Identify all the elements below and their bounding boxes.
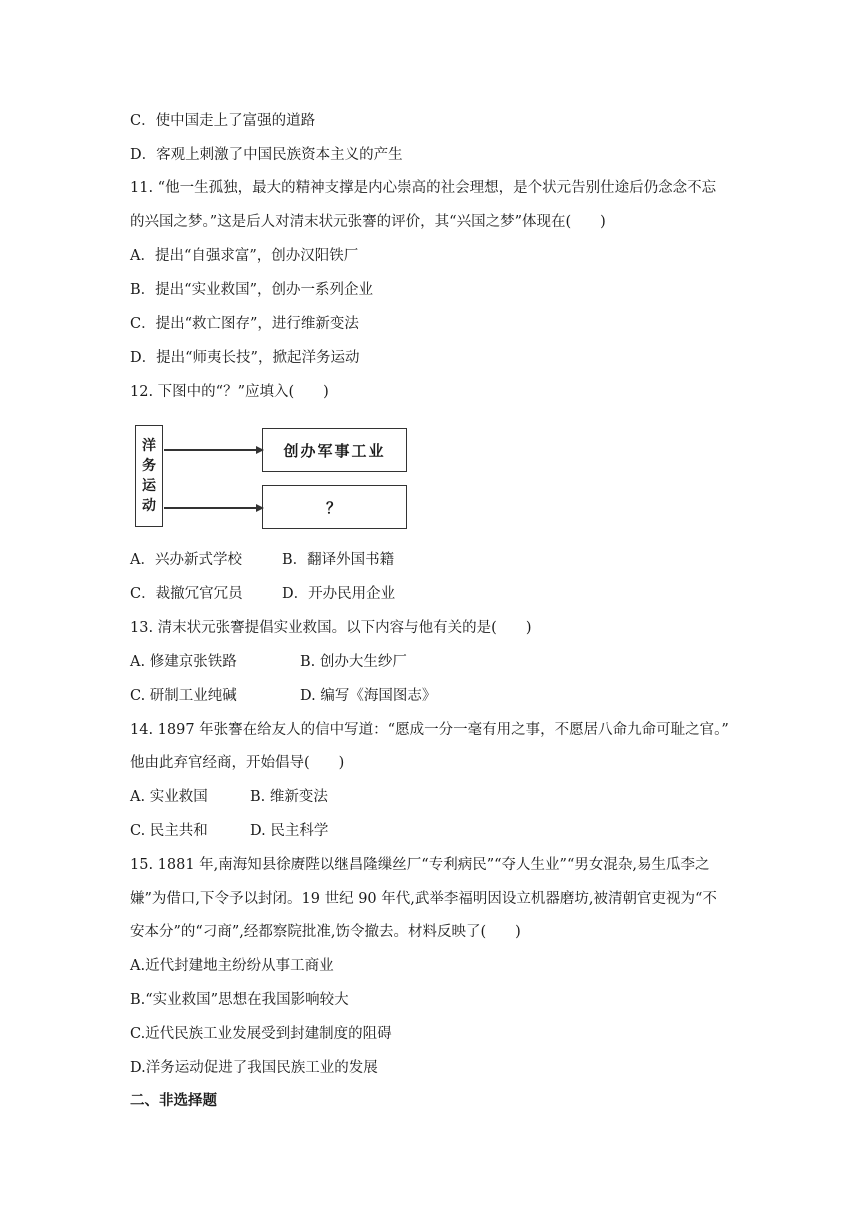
diagram-left-char: 动: [142, 498, 156, 514]
diagram-box-top: 创办军事工业: [262, 428, 407, 472]
q14-option-a: A. 实业救国: [130, 789, 208, 805]
q15-option-a: A.近代封建地主纷纷从事工商业: [130, 958, 334, 974]
section-heading-nonchoice: 二、非选择题: [130, 1092, 217, 1109]
q13-option-b: B. 创办大生纱厂: [300, 654, 407, 670]
q13-stem: 13. 清末状元张謇提倡实业救国。以下内容与他有关的是( ): [130, 620, 532, 636]
q11-option-d: D．提出“师夷长技”，掀起洋务运动: [130, 350, 360, 366]
q13-options-row-1: [130, 652, 407, 672]
q15-option-d: D.洋务运动促进了我国民族工业的发展: [130, 1060, 378, 1076]
q12-option-a: A．兴办新式学校: [130, 552, 242, 568]
q11-option-a: A．提出“自强求富”，创办汉阳铁厂: [130, 248, 359, 264]
q12-option-b: B．翻译外国书籍: [282, 552, 395, 568]
q12-option-c: C．裁撤冗官冗员: [130, 586, 243, 602]
diagram-left-char: 运: [142, 478, 156, 494]
q15-option-b: B.“实业救国”思想在我国影响较大: [130, 992, 349, 1008]
q15-stem-line-3: 安本分”的“刁商”,经都察院批准,饬令撤去。材料反映了( ): [130, 924, 521, 940]
q14-stem-line-1: 14. 1897 年张謇在给友人的信中写道：“愿成一分一毫有用之事，不愿居八命九命可耻之官。”: [130, 722, 729, 738]
q14-option-c: C. 民主共和: [130, 823, 208, 839]
diagram-left-box: [135, 425, 163, 527]
q14-options-row-1: [130, 787, 328, 807]
q11-option-c: C．提出“救亡图存”，进行维新变法: [130, 316, 359, 332]
q11-option-b: B．提出“实业救国”，创办一系列企业: [130, 282, 373, 298]
q11-stem-line-2: 的兴国之梦。”这是后人对清末状元张謇的评价，其“兴国之梦”体现在( ): [130, 214, 606, 230]
q10-option-d: D．客观上刺激了中国民族资本主义的产生: [130, 147, 403, 163]
diagram-left-char: 务: [142, 458, 156, 474]
q13-option-c: C. 研制工业纯碱: [130, 688, 237, 704]
q13-option-d: D. 编写《海国图志》: [300, 688, 437, 704]
q10-option-c: C．使中国走上了富强的道路: [130, 113, 316, 129]
diagram-left-char: 洋: [142, 438, 156, 454]
q12-stem: 12. 下图中的“？”应填入( ): [130, 384, 329, 400]
q14-stem-line-2: 他由此弃官经商，开始倡导( ): [130, 755, 345, 771]
q14-options-row-2: [130, 821, 328, 841]
q15-option-c: C.近代民族工业发展受到封建制度的阻碍: [130, 1026, 392, 1042]
q14-option-b: B. 维新变法: [250, 789, 328, 805]
q12-options-row-2: [130, 584, 395, 604]
q13-options-row-2: [130, 686, 436, 706]
q13-option-a: A. 修建京张铁路: [130, 654, 237, 670]
q14-option-d: D. 民主科学: [250, 823, 329, 839]
diagram-box-bottom: ？: [262, 485, 407, 529]
q12-option-d: D．开办民用企业: [282, 586, 396, 602]
q15-stem-line-2: 嫌”为借口,下令予以封闭。19 世纪 90 年代,武举李福明因设立机器磨坊,被清朝官吏视为“不: [130, 891, 717, 907]
q11-stem-line-1: 11. “他一生孤独，最大的精神支撑是内心崇高的社会理想，是个状元告别仕途后仍念念不忘: [130, 180, 717, 196]
diagram-arrow-bottom: [164, 507, 258, 509]
q15-stem-line-1: 15. 1881 年,南海知县徐赓陛以继昌隆缫丝厂“专利病民”“夺人生业”“男女混杂,易生瓜李之: [130, 857, 710, 873]
diagram-arrow-top: [164, 449, 258, 451]
q12-options-row-1: [130, 550, 394, 570]
